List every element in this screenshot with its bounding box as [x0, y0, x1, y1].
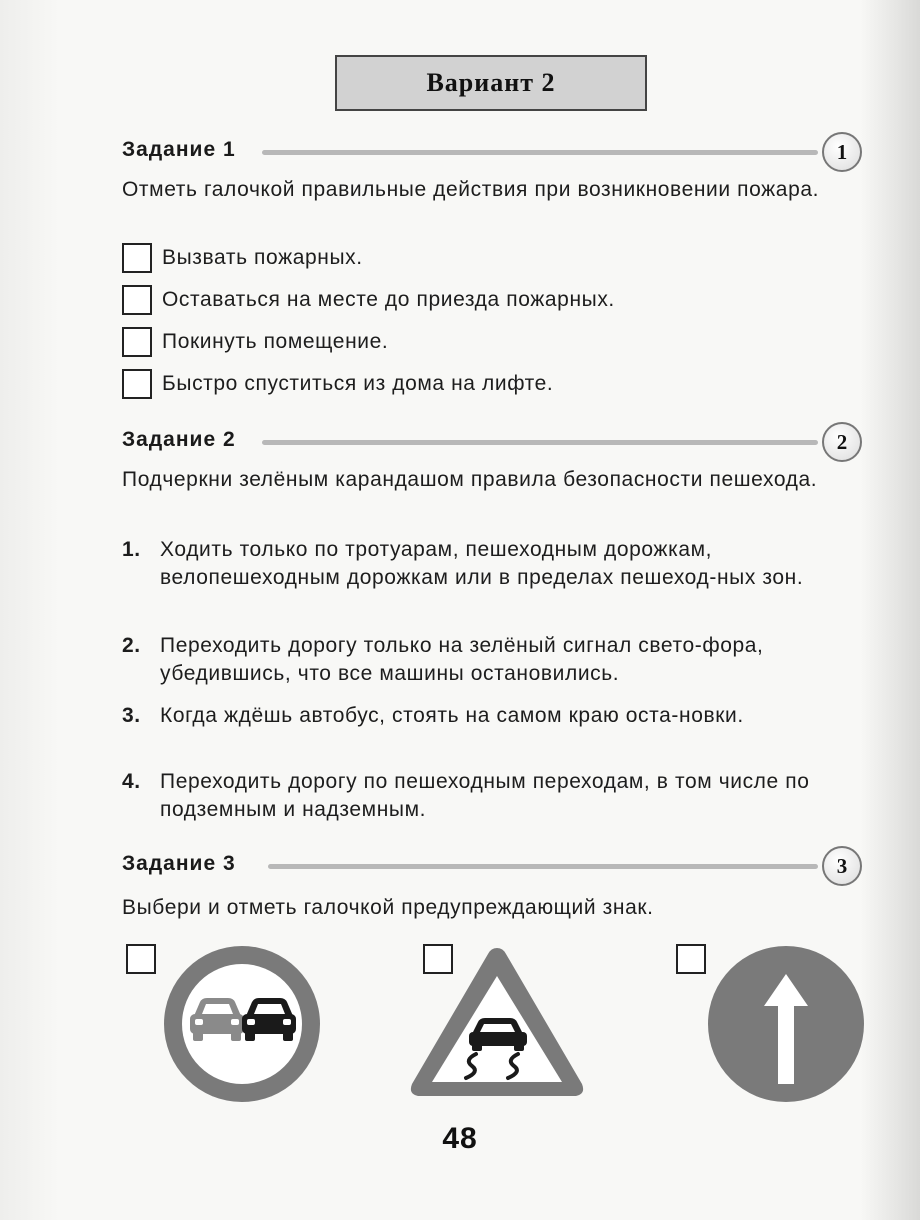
task-2-header: [122, 422, 862, 462]
checkbox[interactable]: [122, 327, 152, 357]
slippery-road-sign-icon: [406, 942, 588, 1102]
sign-1-checkbox[interactable]: [126, 944, 156, 974]
task-divider: [268, 864, 818, 869]
rule-number: 3.: [122, 704, 141, 727]
task-1-option[interactable]: [122, 368, 553, 400]
task-3-prompt: Выбери и отметь галочкой предупреждающий знак.: [122, 896, 654, 919]
rule-number: 2.: [122, 634, 141, 657]
task-3-number-badge: 3: [822, 846, 862, 886]
task-1-title: Задание 1: [122, 138, 242, 162]
task-1-number-badge: 1: [822, 132, 862, 172]
task-2-title: Задание 2: [122, 428, 242, 452]
page-number: 48: [442, 1122, 478, 1155]
checkbox[interactable]: [122, 243, 152, 273]
checkbox[interactable]: [122, 285, 152, 315]
checkbox[interactable]: [122, 369, 152, 399]
option-label: Вызвать пожарных.: [162, 246, 363, 269]
task-2-number-badge: 2: [822, 422, 862, 462]
straight-only-sign-icon: [706, 944, 866, 1104]
rule-text: Когда ждёшь автобус, стоять на самом краю оста-новки.: [160, 704, 744, 727]
rule-text: Переходить дорогу по пешеходным переходам, в том числе по подземным и надземным.: [160, 770, 810, 821]
task-divider: [262, 150, 818, 155]
task-2-prompt: Подчеркни зелёным карандашом правила безопасности пешехода.: [122, 468, 818, 491]
task-divider: [262, 440, 818, 445]
option-label: Покинуть помещение.: [162, 330, 389, 353]
rule-item: [122, 536, 862, 592]
task-1-header: [122, 132, 862, 172]
task-1-prompt: Отметь галочкой правильные действия при возникновении пожара.: [122, 178, 820, 201]
rule-text: Переходить дорогу только на зелёный сигнал свето-фора, убедившись, что все машины остановились.: [160, 634, 764, 685]
rule-number: 1.: [122, 538, 141, 561]
rule-number: 4.: [122, 770, 141, 793]
task-1-option[interactable]: [122, 326, 388, 358]
task-1-option[interactable]: [122, 242, 363, 274]
option-label: Оставаться на месте до приезда пожарных.: [162, 288, 615, 311]
sign-3-checkbox[interactable]: [676, 944, 706, 974]
task-3-header: [122, 846, 862, 886]
rule-item: [122, 702, 862, 730]
rule-item: [122, 632, 862, 688]
task-1-option[interactable]: [122, 284, 615, 316]
variant-title: Вариант 2: [335, 55, 647, 111]
task-3-title: Задание 3: [122, 852, 242, 876]
rule-text: Ходить только по тротуарам, пешеходным дорожкам, велопешеходным дорожкам или в пределах пешеход-ных зон.: [160, 538, 804, 589]
no-overtaking-sign-icon: [162, 944, 322, 1104]
rule-item: [122, 768, 862, 824]
option-label: Быстро спуститься из дома на лифте.: [162, 372, 554, 395]
